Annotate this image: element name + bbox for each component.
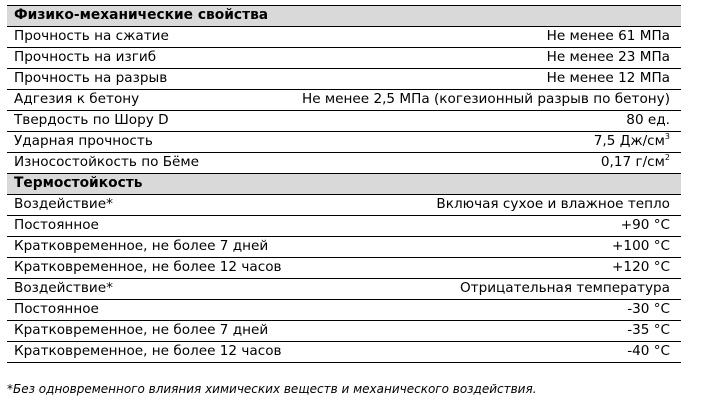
property-value [593,132,670,150]
table-row [7,195,681,216]
property-value: Включая сухое и влажное тепло [436,196,670,213]
property-label: Кратковременное, не более 12 часов [14,259,282,276]
property-value: +100 °C [612,238,670,255]
table-row [7,69,681,90]
property-label: Прочность на сжатие [14,28,169,45]
table-row [7,111,681,132]
property-value [600,153,670,171]
property-label: Постоянное [14,217,99,234]
section-header-heat-resistance [7,174,681,195]
table-row [7,237,681,258]
section-header-physical-mechanical [7,5,681,27]
property-value: Отрицательная температура [459,280,670,297]
table-row [7,321,681,342]
property-value: Не менее 12 МПа [546,70,670,87]
property-value: Не менее 61 МПа [546,28,670,45]
property-label: Воздействие* [14,280,113,297]
property-value: -35 °C [627,322,670,339]
value-text: 0,17 г/см [600,154,665,171]
property-value: Не менее 23 МПа [546,49,670,66]
property-label: Кратковременное, не более 12 часов [14,343,282,360]
table-row [7,216,681,237]
unit-superscript: 3 [664,132,670,142]
property-label: Износостойкость по Бёме [14,154,200,171]
property-label: Ударная прочность [14,133,153,150]
property-value: -30 °C [627,301,670,318]
property-value: +120 °C [612,259,670,276]
table-row [7,27,681,48]
table-row [7,300,681,321]
property-label: Прочность на изгиб [14,49,157,66]
properties-table [7,5,681,363]
property-label: Твердость по Шору D [14,112,169,129]
section-title: Термостойкость [14,175,143,192]
table-row [7,258,681,279]
unit-superscript: 2 [664,153,670,163]
property-value: 80 ед. [626,112,670,129]
value-text: 7,5 Дж/см [593,133,665,150]
property-label: Воздействие* [14,196,113,213]
property-label: Кратковременное, не более 7 дней [14,238,269,255]
table-row [7,132,681,153]
table-row [7,48,681,69]
property-value: Не менее 2,5 МПа (когезионный разрыв по бетону) [301,91,670,108]
footnote: *Без одновременного влияния химических веществ и механического воздействия. [7,382,537,396]
property-value: -40 °C [627,343,670,360]
table-row [7,279,681,300]
table-row [7,90,681,111]
property-label: Адгезия к бетону [14,91,140,108]
property-label: Постоянное [14,301,99,318]
property-value: +90 °C [620,217,670,234]
table-row [7,153,681,174]
property-label: Кратковременное, не более 7 дней [14,322,269,339]
section-title: Физико-механические свойства [14,7,269,24]
table-row [7,342,681,363]
property-label: Прочность на разрыв [14,70,168,87]
